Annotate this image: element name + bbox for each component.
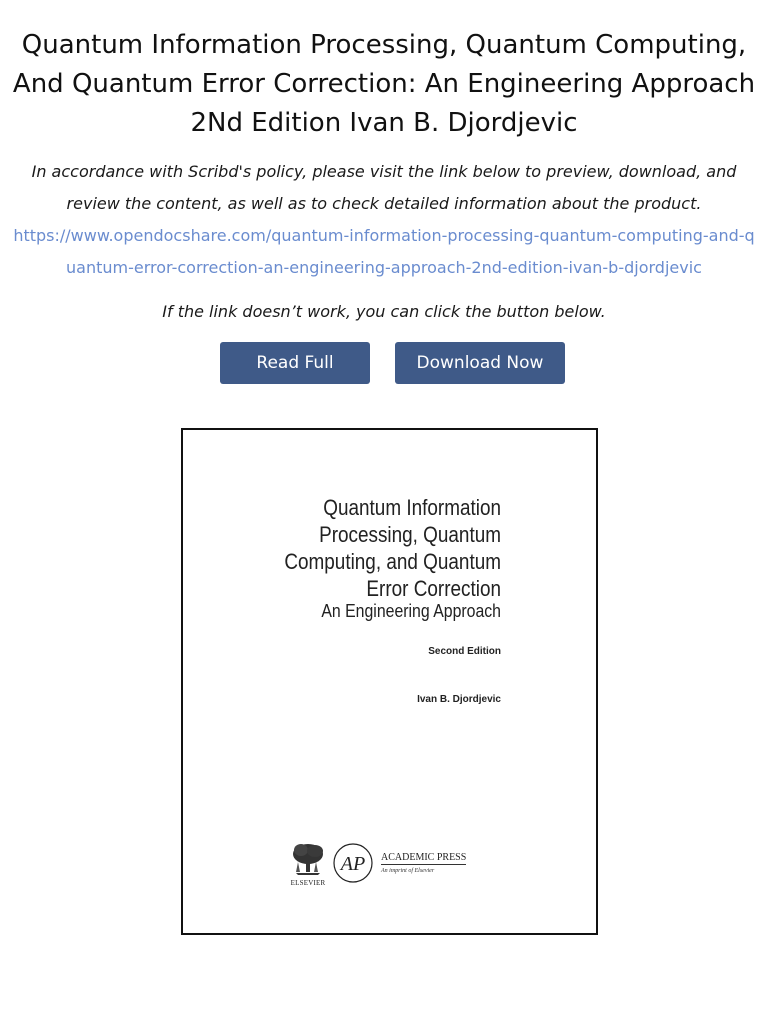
fallback-text: If the link doesn’t work, you can click the button below.: [162, 302, 606, 321]
cover-edition: Second Edition: [428, 646, 501, 657]
product-link[interactable]: https://www.opendocshare.com/quantum-information-processing-quantum-computing-and-quantum-error-correction-an-engineering-approach-2nd-edition-ivan-b-djordjevic: [13, 226, 755, 277]
cover-title: [243, 494, 501, 602]
book-cover: [181, 428, 598, 935]
cover-title-line: Quantum Information: [323, 495, 501, 520]
elsevier-wordmark: ELSEVIER: [290, 879, 326, 887]
publisher-logos: [288, 840, 488, 890]
publisher-name: ACADEMIC PRESS: [381, 852, 467, 863]
cover-subtitle: An Engineering Approach: [321, 601, 501, 621]
page-title: Quantum Information Processing, Quantum Computing, And Quantum Error Correction: An Engineering Approach 2Nd Edition Ivan B. Djordjevic: [12, 30, 756, 138]
publisher-subtitle: An imprint of Elsevier: [381, 868, 435, 874]
read-full-button[interactable]: Read Full: [220, 342, 370, 384]
download-now-button[interactable]: Download Now: [395, 342, 565, 384]
cover-author: Ivan B. Djordjevic: [417, 694, 501, 705]
intro-text: In accordance with Scribd's policy, please visit the link below to preview, download, and review the content, as well as to check detailed information about the product.: [31, 162, 737, 213]
academic-press-monogram-icon: [332, 842, 374, 884]
cover-title-line: Processing, Quantum: [319, 522, 501, 547]
cover-title-line: Error Correction: [366, 576, 501, 601]
svg-text:AP: AP: [340, 853, 366, 875]
cover-title-line: Computing, and Quantum: [284, 549, 501, 574]
